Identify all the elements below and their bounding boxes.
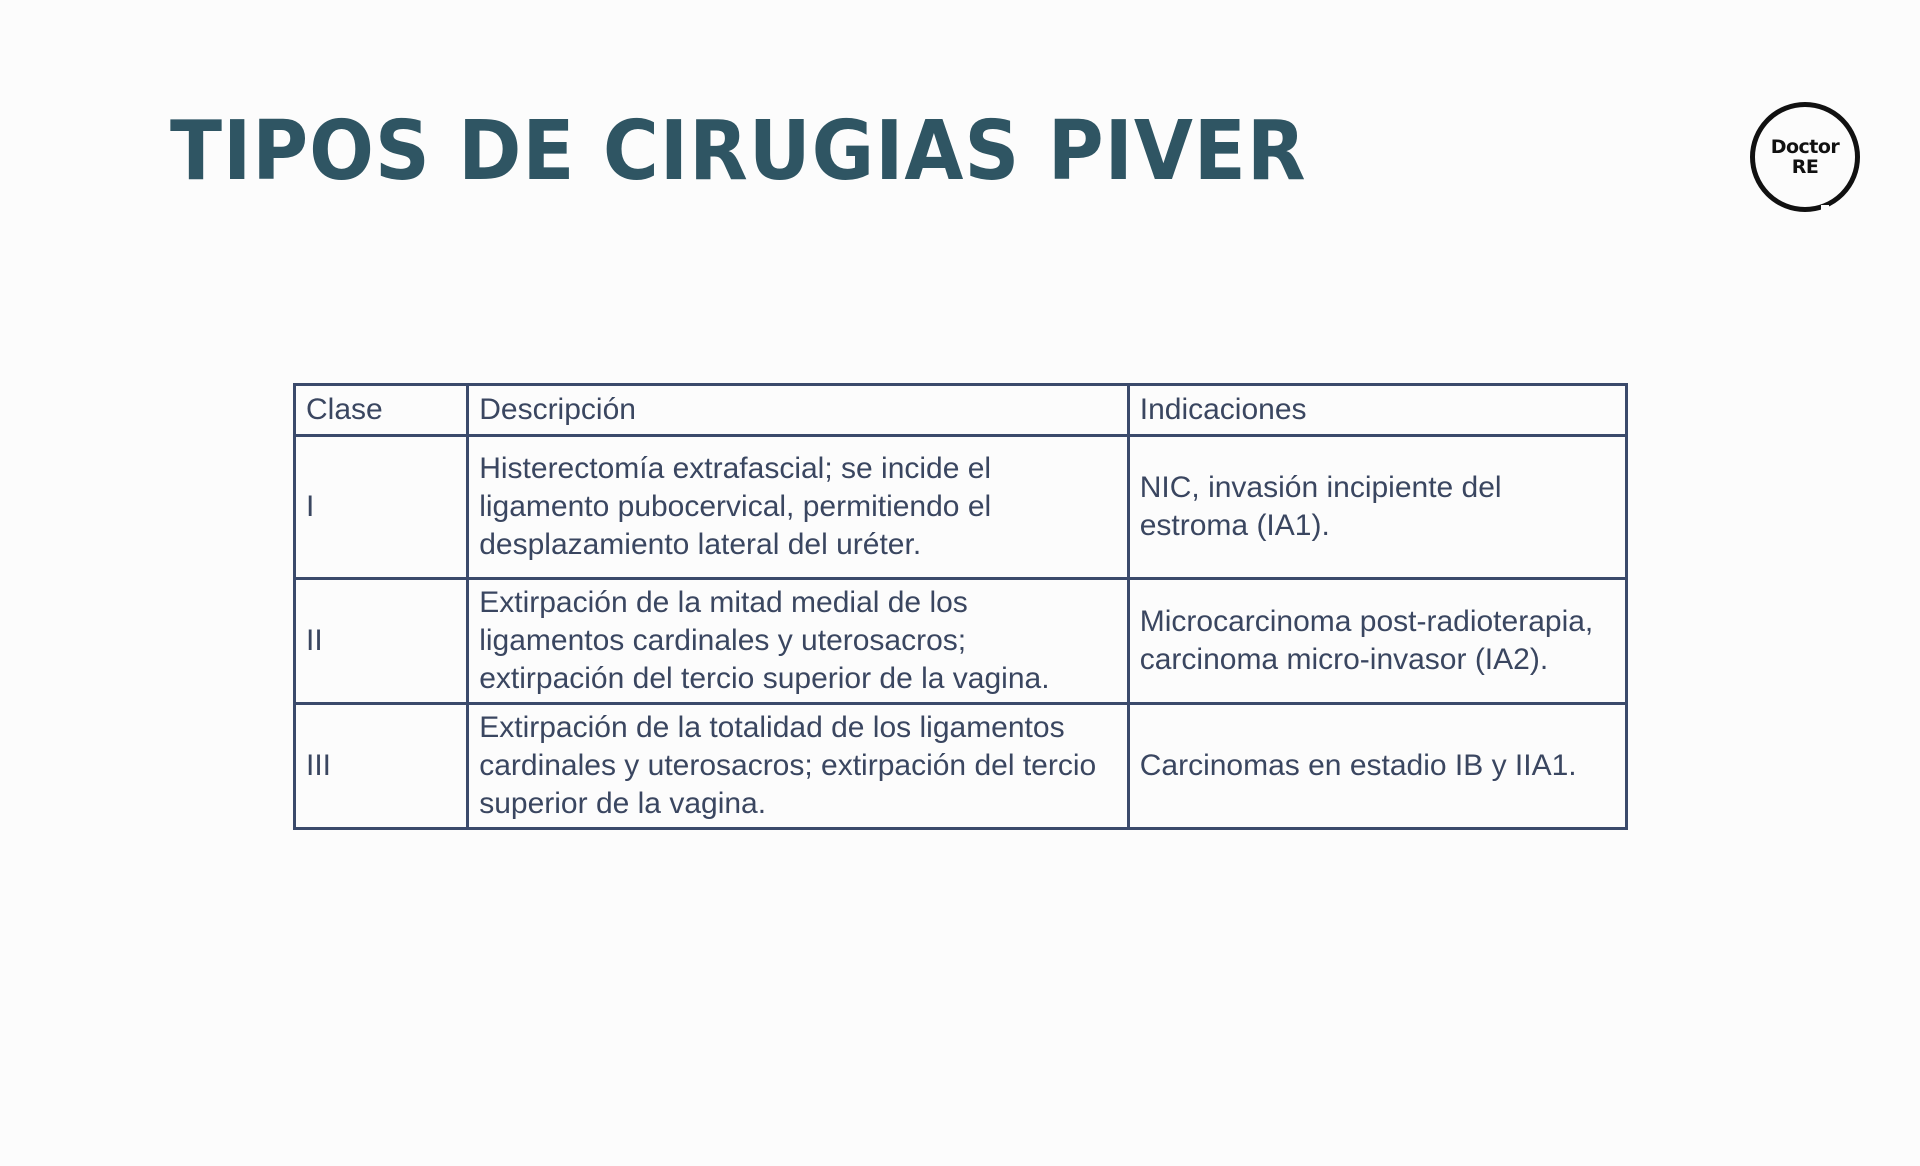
cell-indicaciones: Microcarcinoma post-radioterapia, carcinoma micro-invasor (IA2). [1128, 579, 1626, 704]
table-row [295, 436, 1627, 579]
header-clase: Clase [295, 385, 468, 436]
cell-descripcion: Extirpación de la totalidad de los ligamentos cardinales y uterosacros; extirpación del tercio superior de la vagina. [468, 704, 1129, 829]
header-indicaciones: Indicaciones [1128, 385, 1626, 436]
logo-line-2: RE [1791, 156, 1819, 178]
table-row [295, 704, 1627, 829]
cell-indicaciones: NIC, invasión incipiente del estroma (IA1). [1128, 436, 1626, 579]
page-title: TIPOS DE CIRUGIAS PIVER [170, 104, 1307, 199]
piver-classification-table [293, 383, 1628, 830]
cell-clase: I [295, 436, 468, 579]
doctor-re-logo [1750, 102, 1860, 212]
cell-indicaciones: Carcinomas en estadio IB y IIA1. [1128, 704, 1626, 829]
cell-clase: II [295, 579, 468, 704]
table-header-row [295, 385, 1627, 436]
cell-descripcion: Histerectomía extrafascial; se incide el ligamento pubocervical, permitiendo el desplazamiento lateral del uréter. [468, 436, 1129, 579]
cell-clase: III [295, 704, 468, 829]
logo-ring-gap [1821, 205, 1829, 213]
cell-descripcion: Extirpación de la mitad medial de los ligamentos cardinales y uterosacros; extirpación del tercio superior de la vagina. [468, 579, 1129, 704]
logo-line-1: Doctor [1770, 136, 1840, 158]
table-row [295, 579, 1627, 704]
header-descripcion: Descripción [468, 385, 1129, 436]
